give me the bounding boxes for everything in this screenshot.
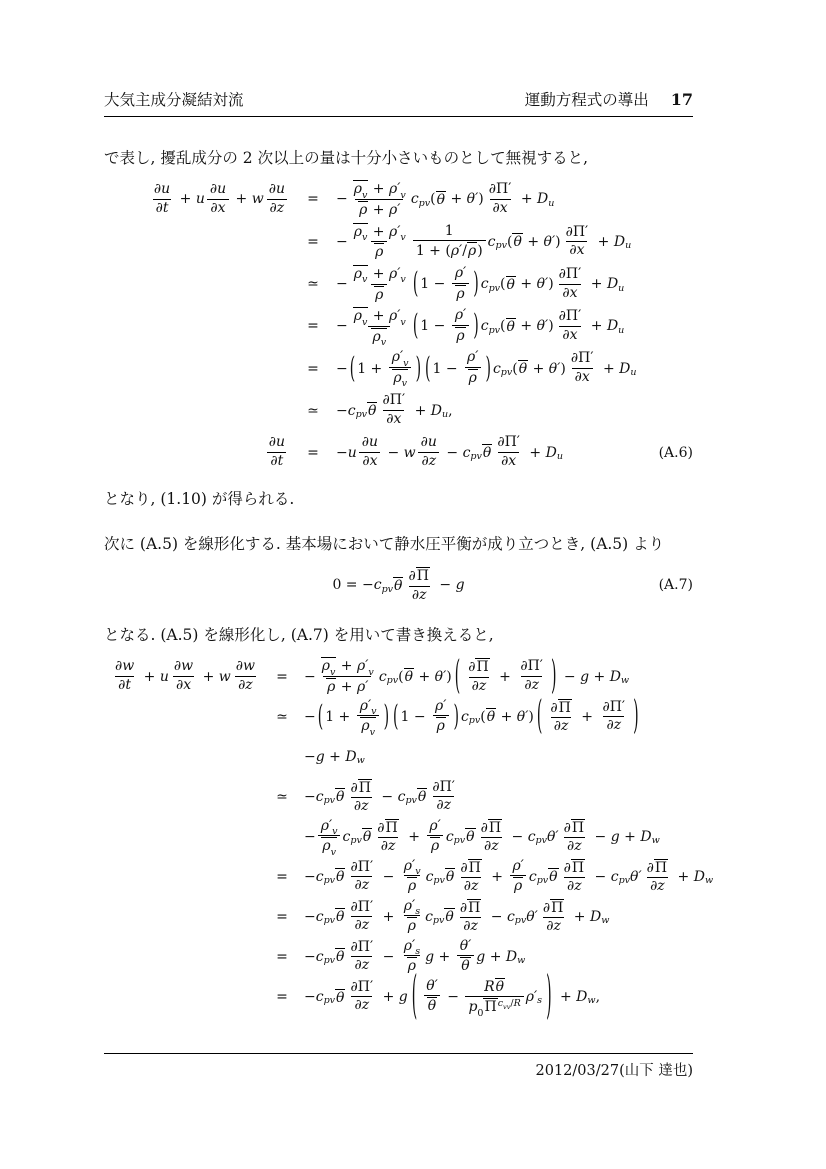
- equation-line: − $\frac{\rho'_v}{\rho_v}$ c pv θ $\frac{\partial\Pi}{\partial z}$ + $\frac{\rho'}{\rho}$ c pv θ $\frac{\partial\Pi}{\partial z}$ − c pv θ′ $\frac{\partial\Pi}{\partial z}$ − g + D w: [304, 817, 660, 858]
- equation-line: − g + D w: [304, 748, 365, 767]
- equation-line: ≃ − $\frac{\rho_v + \rho'_v}{\rho}$ ( 1 − $\frac{\rho'}{\rho}$ ) c pv ( θ + θ′ ) $\frac{\partial\Pi'}{\partial x}$ + D u: [307, 264, 625, 303]
- equation-line: = − c pv θ $\frac{\partial\Pi'}{\partial z}$ + g ( $\frac{\theta'}{\theta}$ − $\frac{R\theta}{p_0\Pi^{c_{vv}/R}}$ ρ′ s ) + D w ,: [276, 967, 601, 1027]
- paragraph-linearize: 次に (A.5) を線形化する. 基本場において静水圧平衡が成り立つとき, (A.5) より: [104, 534, 665, 553]
- page-number: 17: [670, 90, 693, 109]
- paragraph-result: となり, (1.10) が得られる.: [104, 489, 295, 508]
- equation-line: $\frac{\partial u}{\partial t}$ + u $\frac{\partial u}{\partial x}$ + w $\frac{\partial u}{\partial z}$ = − $\frac{\rho_v + \rho'_v}{\rho + \rho'}$ c pv ( θ + θ′ ) $\frac{\partial\Pi'}{\partial x}$ + D u: [153, 181, 555, 218]
- equation-line: = − ( 1 + $\frac{\rho'_v}{\rho_v}$ ) ( 1 − $\frac{\rho'}{\rho}$ ) c pv ( θ + θ′ ) $\frac{\partial\Pi'}{\partial x}$ + D u: [307, 349, 637, 390]
- header-left-title: 大気主成分凝結対流: [104, 91, 244, 109]
- equation-line: ≃ − ( 1 + $\frac{\rho'_v}{\rho_v}$ ) ( 1 − $\frac{\rho'}{\rho}$ ) c pv ( θ + θ′ ) ( $\frac{\partial\Pi}{\partial z}$ + $\frac{\partial\Pi'}{\partial z}$ ): [276, 694, 639, 740]
- paragraph-rewrite: となる. (A.5) を線形化し, (A.7) を用いて書き換えると,: [104, 626, 494, 645]
- equation-line: $\frac{\partial w}{\partial t}$ + u $\frac{\partial w}{\partial x}$ + w $\frac{\partial w}{\partial z}$ = − $\frac{\rho_v + \rho'_v}{\rho + \rho'}$ c pv ( θ + θ′ ) ( $\frac{\partial\Pi}{\partial z}$ + $\frac{\partial\Pi'}{\partial z}$ ) − g + D w: [115, 654, 630, 699]
- equation-line: $\frac{\partial u}{\partial t}$ = − u $\frac{\partial u}{\partial x}$ − w $\frac{\partial u}{\partial z}$ − c pv θ $\frac{\partial\Pi'}{\partial x}$ + D u (A.6): [268, 434, 693, 470]
- equation-hydrostatic-balance: [104, 566, 693, 604]
- equation-line: ≃ − c pv θ $\frac{\partial\Pi}{\partial z}$ − c pv θ $\frac{\partial\Pi'}{\partial z}$: [276, 778, 455, 815]
- header-right-title: 運動方程式の導出: [524, 91, 649, 109]
- equation-line: = − c pv θ $\frac{\partial\Pi'}{\partial z}$ + $\frac{\rho'_s}{\rho}$ c pv θ $\frac{\partial\Pi}{\partial z}$ − c pv θ′ $\frac{\partial\Pi}{\partial z}$ + D w: [276, 897, 610, 935]
- equation-block-u-momentum: [104, 180, 693, 471]
- equation-line: 0 = − c pv θ $\frac{\partial\Pi}{\partial z}$ − g (A.7): [332, 567, 693, 603]
- equation-tag: (A.6): [658, 444, 693, 461]
- equation-line: = − $\frac{\rho_v + \rho'_v}{\rho_v}$ ( 1 − $\frac{\rho'}{\rho}$ ) c pv ( θ + θ′ ) $\frac{\partial\Pi'}{\partial x}$ + D u: [307, 307, 625, 349]
- page-header: [104, 88, 693, 117]
- equation-tag: (A.7): [658, 577, 693, 594]
- equation-line: = − c pv θ $\frac{\partial\Pi'}{\partial z}$ − $\frac{\rho'_v}{\rho}$ c pv θ $\frac{\partial\Pi}{\partial z}$ + $\frac{\rho'}{\rho}$ c pv θ $\frac{\partial\Pi}{\partial z}$ − c pv θ′ $\frac{\partial\Pi}{\partial z}$ + D w: [276, 857, 714, 895]
- footer-date-author: 2012/03/27(山下 達也): [535, 1063, 693, 1079]
- page-content: [104, 0, 714, 1027]
- equation-line: = − $\frac{\rho_v + \rho'_v}{\rho}$ $\frac{1}{1 + (\rho'/\rho)}$ c pv ( θ + θ′ ) $\frac{\partial\Pi'}{\partial x}$ + D u: [307, 222, 632, 261]
- equation-block-w-momentum: [104, 654, 714, 1027]
- paragraph-intro: で表し, 擾乱成分の 2 次以上の量は十分小さいものとして無視すると,: [104, 149, 588, 167]
- equation-line: ≃ − c pv θ $\frac{\partial\Pi'}{\partial x}$ + D u ,: [307, 392, 453, 428]
- page-footer: [104, 1053, 693, 1080]
- equation-line: = − c pv θ $\frac{\partial\Pi'}{\partial z}$ − $\frac{\rho'_s}{\rho}$ g + $\frac{\theta'}{\theta}$ g + D w: [276, 937, 526, 975]
